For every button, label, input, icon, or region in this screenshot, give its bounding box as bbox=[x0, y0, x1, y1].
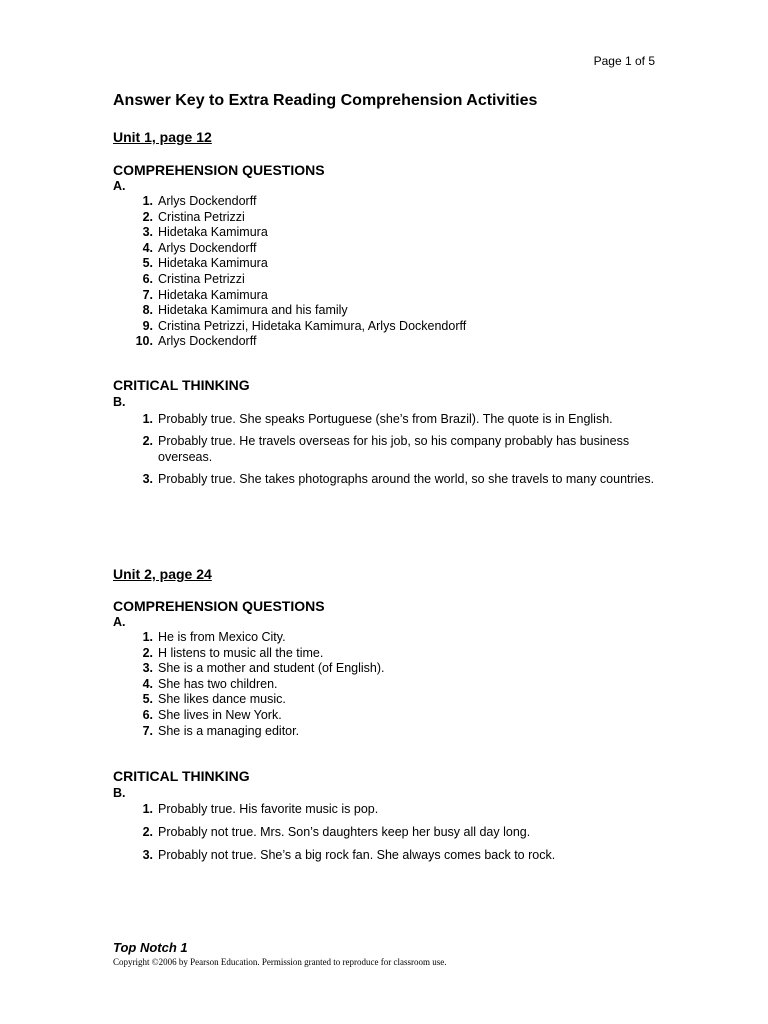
item-text: She has two children. bbox=[158, 676, 278, 691]
list-item bbox=[113, 411, 673, 427]
unit-2-part-a-label: A. bbox=[113, 615, 126, 629]
item-number: 9. bbox=[142, 318, 153, 333]
unit-2-critical-heading: CRITICAL THINKING bbox=[113, 768, 250, 784]
item-text: Hidetaka Kamimura bbox=[158, 287, 268, 302]
item-number: 1. bbox=[142, 412, 153, 426]
item-number: 8. bbox=[142, 303, 153, 318]
item-number: 3. bbox=[142, 848, 153, 862]
item-text: She is a managing editor. bbox=[158, 723, 300, 738]
list-item bbox=[113, 661, 673, 677]
unit-1-part-a-label: A. bbox=[113, 179, 126, 193]
footer-copyright: Copyright ©2006 by Pearson Education. Permission granted to reproduce for classroom use. bbox=[113, 957, 447, 967]
list-item bbox=[113, 272, 673, 288]
list-item bbox=[113, 256, 673, 272]
page-number-label: Page 1 of 5 bbox=[593, 54, 655, 68]
list-item bbox=[113, 630, 673, 646]
list-item bbox=[113, 319, 673, 335]
unit-2-comprehension-list bbox=[113, 630, 673, 739]
item-number: 4. bbox=[142, 676, 153, 691]
footer-book-title: Top Notch 1 bbox=[113, 940, 188, 955]
list-item bbox=[113, 471, 673, 487]
item-text: He is from Mexico City. bbox=[158, 630, 286, 644]
item-text: She lives in New York. bbox=[158, 707, 282, 722]
item-text: H listens to music all the time. bbox=[158, 645, 324, 660]
item-text: She likes dance music. bbox=[158, 692, 286, 707]
item-number: 2. bbox=[142, 825, 153, 839]
item-text: Arlys Dockendorff bbox=[158, 240, 257, 255]
item-number: 3. bbox=[142, 472, 153, 486]
item-text: Hidetaka Kamimura bbox=[158, 256, 268, 271]
list-item bbox=[113, 677, 673, 693]
unit-1-comprehension-list bbox=[113, 194, 673, 350]
item-number: 4. bbox=[142, 240, 153, 255]
list-item bbox=[113, 708, 673, 724]
item-number: 6. bbox=[142, 271, 153, 286]
list-item bbox=[113, 646, 673, 662]
item-number: 1. bbox=[142, 802, 153, 816]
item-number: 6. bbox=[142, 707, 153, 722]
item-text: Probably true. He travels overseas for his job, so his company probably has business overseas. bbox=[158, 434, 630, 464]
item-text: Probably true. His favorite music is pop. bbox=[158, 802, 379, 816]
item-text: Arlys Dockendorff bbox=[158, 194, 257, 208]
item-number: 3. bbox=[142, 661, 153, 676]
unit-2-heading: Unit 2, page 24 bbox=[113, 566, 212, 582]
item-number: 5. bbox=[142, 692, 153, 707]
list-item bbox=[113, 194, 673, 210]
list-item bbox=[113, 724, 673, 740]
item-text: Hidetaka Kamimura and his family bbox=[158, 303, 348, 318]
item-number: 5. bbox=[142, 256, 153, 271]
item-text: Probably true. She takes photographs around the world, so she travels to many countries. bbox=[158, 472, 655, 486]
list-item bbox=[113, 303, 673, 319]
item-number: 2. bbox=[142, 209, 153, 224]
item-text: Arlys Dockendorff bbox=[158, 334, 257, 349]
list-item bbox=[113, 225, 673, 241]
item-text: Hidetaka Kamimura bbox=[158, 225, 268, 240]
item-number: 2. bbox=[142, 434, 153, 448]
list-item bbox=[113, 824, 673, 840]
unit-2-comprehension-heading: COMPREHENSION QUESTIONS bbox=[113, 598, 325, 614]
unit-1-heading: Unit 1, page 12 bbox=[113, 129, 212, 145]
list-item bbox=[113, 847, 673, 863]
list-item bbox=[113, 433, 673, 465]
list-item bbox=[113, 288, 673, 304]
unit-2-critical-list bbox=[113, 801, 673, 863]
item-text: Cristina Petrizzi bbox=[158, 209, 245, 224]
item-text: Cristina Petrizzi bbox=[158, 271, 245, 286]
item-number: 1. bbox=[142, 194, 153, 208]
item-text: She is a mother and student (of English). bbox=[158, 661, 385, 676]
item-number: 7. bbox=[142, 723, 153, 738]
item-number: 1. bbox=[142, 630, 153, 644]
item-text: Probably not true. Mrs. Son’s daughters keep her busy all day long. bbox=[158, 825, 531, 839]
unit-1-part-b-label: B. bbox=[113, 395, 126, 409]
list-item bbox=[113, 801, 673, 817]
unit-1-critical-heading: CRITICAL THINKING bbox=[113, 377, 250, 393]
item-text: Probably not true. She’s a big rock fan. She always comes back to rock. bbox=[158, 848, 556, 862]
list-item bbox=[113, 210, 673, 226]
item-text: Cristina Petrizzi, Hidetaka Kamimura, Arlys Dockendorff bbox=[158, 318, 467, 333]
item-number: 10. bbox=[135, 334, 153, 349]
item-number: 3. bbox=[142, 225, 153, 240]
item-number: 7. bbox=[142, 287, 153, 302]
document-title: Answer Key to Extra Reading Comprehension Activities bbox=[113, 92, 538, 109]
unit-1-comprehension-heading: COMPREHENSION QUESTIONS bbox=[113, 162, 325, 178]
item-text: Probably true. She speaks Portuguese (she’s from Brazil). The quote is in English. bbox=[158, 412, 613, 426]
item-number: 2. bbox=[142, 645, 153, 660]
list-item bbox=[113, 334, 673, 350]
list-item bbox=[113, 241, 673, 257]
list-item bbox=[113, 692, 673, 708]
unit-1-critical-list bbox=[113, 411, 673, 487]
unit-2-part-b-label: B. bbox=[113, 786, 126, 800]
